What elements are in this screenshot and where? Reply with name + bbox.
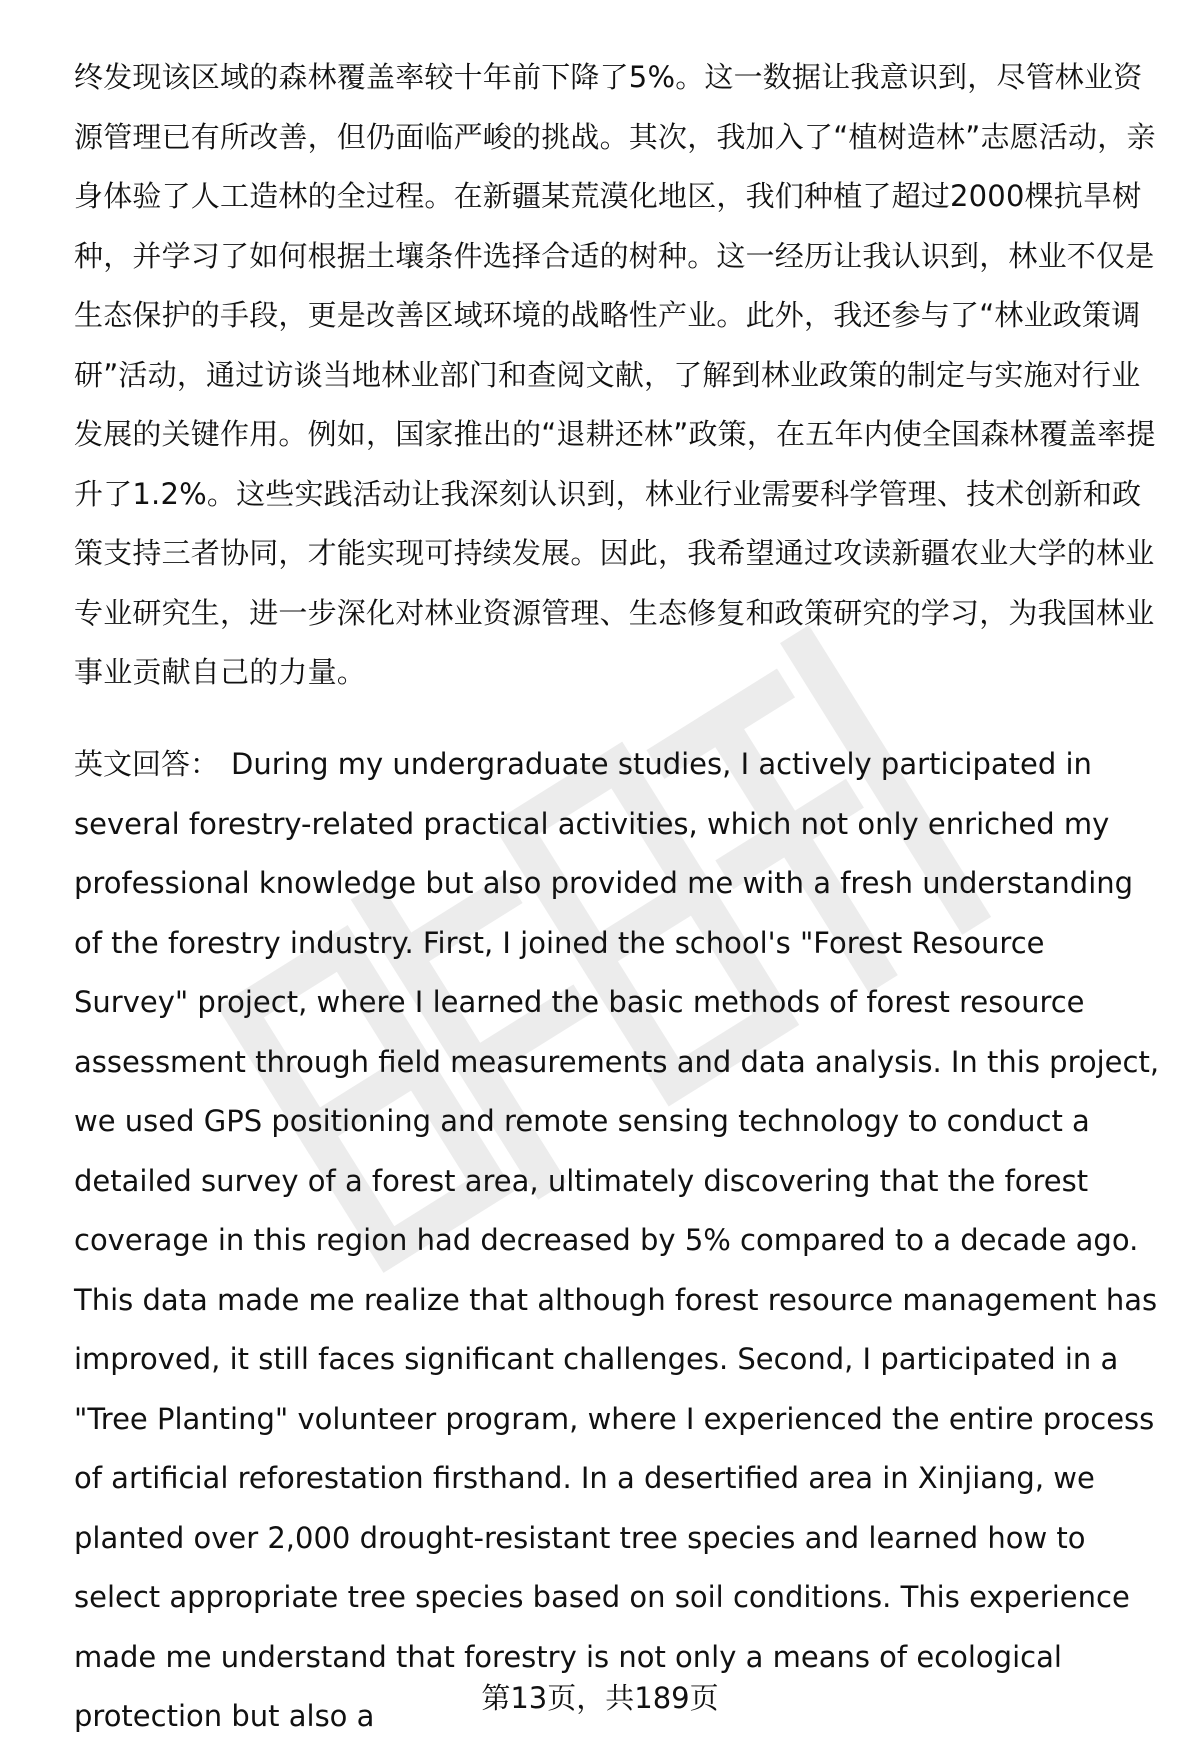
chinese-answer-paragraph: 终发现该区域的森林覆盖率较十年前下降了5%。这一数据让我意识到，尽管林业资源管理已有所改善，但仍面临严峻的挑战。其次，我加入了“植树造林”志愿活动，亲身体验了人工造林的全过程。在新疆某荒漠化地区，我们种植了超过2000棵抗旱树种，并学习了如何根据土壤条件选择合适的树种。这一经历让我认识到，林业不仅是生态保护的手段，更是改善区域环境的战略性产业。此外，我还参与了“林业政策调研”活动，通过访谈当地林业部门和查阅文献，了解到林业政策的制定与实施对行业发展的关键作用。例如，国家推出的“退耕还林”政策，在五年内使全国森林覆盖率提升了1.2%。这些实践活动让我深刻认识到，林业行业需要科学管理、技术创新和政策支持三者协同，才能实现可持续发展。因此，我希望通过攻读新疆农业大学的林业专业研究生，进一步深化对林业资源管理、生态修复和政策研究的学习，为我国林业事业贡献自己的力量。 — [74, 60, 1156, 689]
english-answer-text: During my undergraduate studies, I actively participated in several forestry-related practical activities, which not only enriched my professional knowledge but also provided me with a fresh understanding of the forestry industry. First, I joined the school's "Forest Resource Survey" project, where I learned the basic methods of forest resource assessment through field measurements and data analysis. In this project, we used GPS positioning and remote sensing technology to conduct a detailed survey of a forest area, ultimately discovering that the forest coverage in this region had decreased by 5% compared to a decade ago. This data made me realize that although forest resource management has improved, it still faces significant challenges. Second, I participated in a "Tree Planting" volunteer program, where I experienced the entire process of artificial reforestation firsthand. In a desertified area in Xinjiang, we planted over 2,000 drought-resistant tree species and learned how to select appropriate tree species based on soil conditions. This experience made me understand that forestry is not only a means of ecological protection but also a — [74, 747, 1160, 1733]
english-answer-paragraph — [74, 735, 1160, 1747]
english-answer-label: 英文回答： — [74, 747, 220, 781]
page-number-footer: 第13页，共189页 — [481, 1681, 719, 1715]
